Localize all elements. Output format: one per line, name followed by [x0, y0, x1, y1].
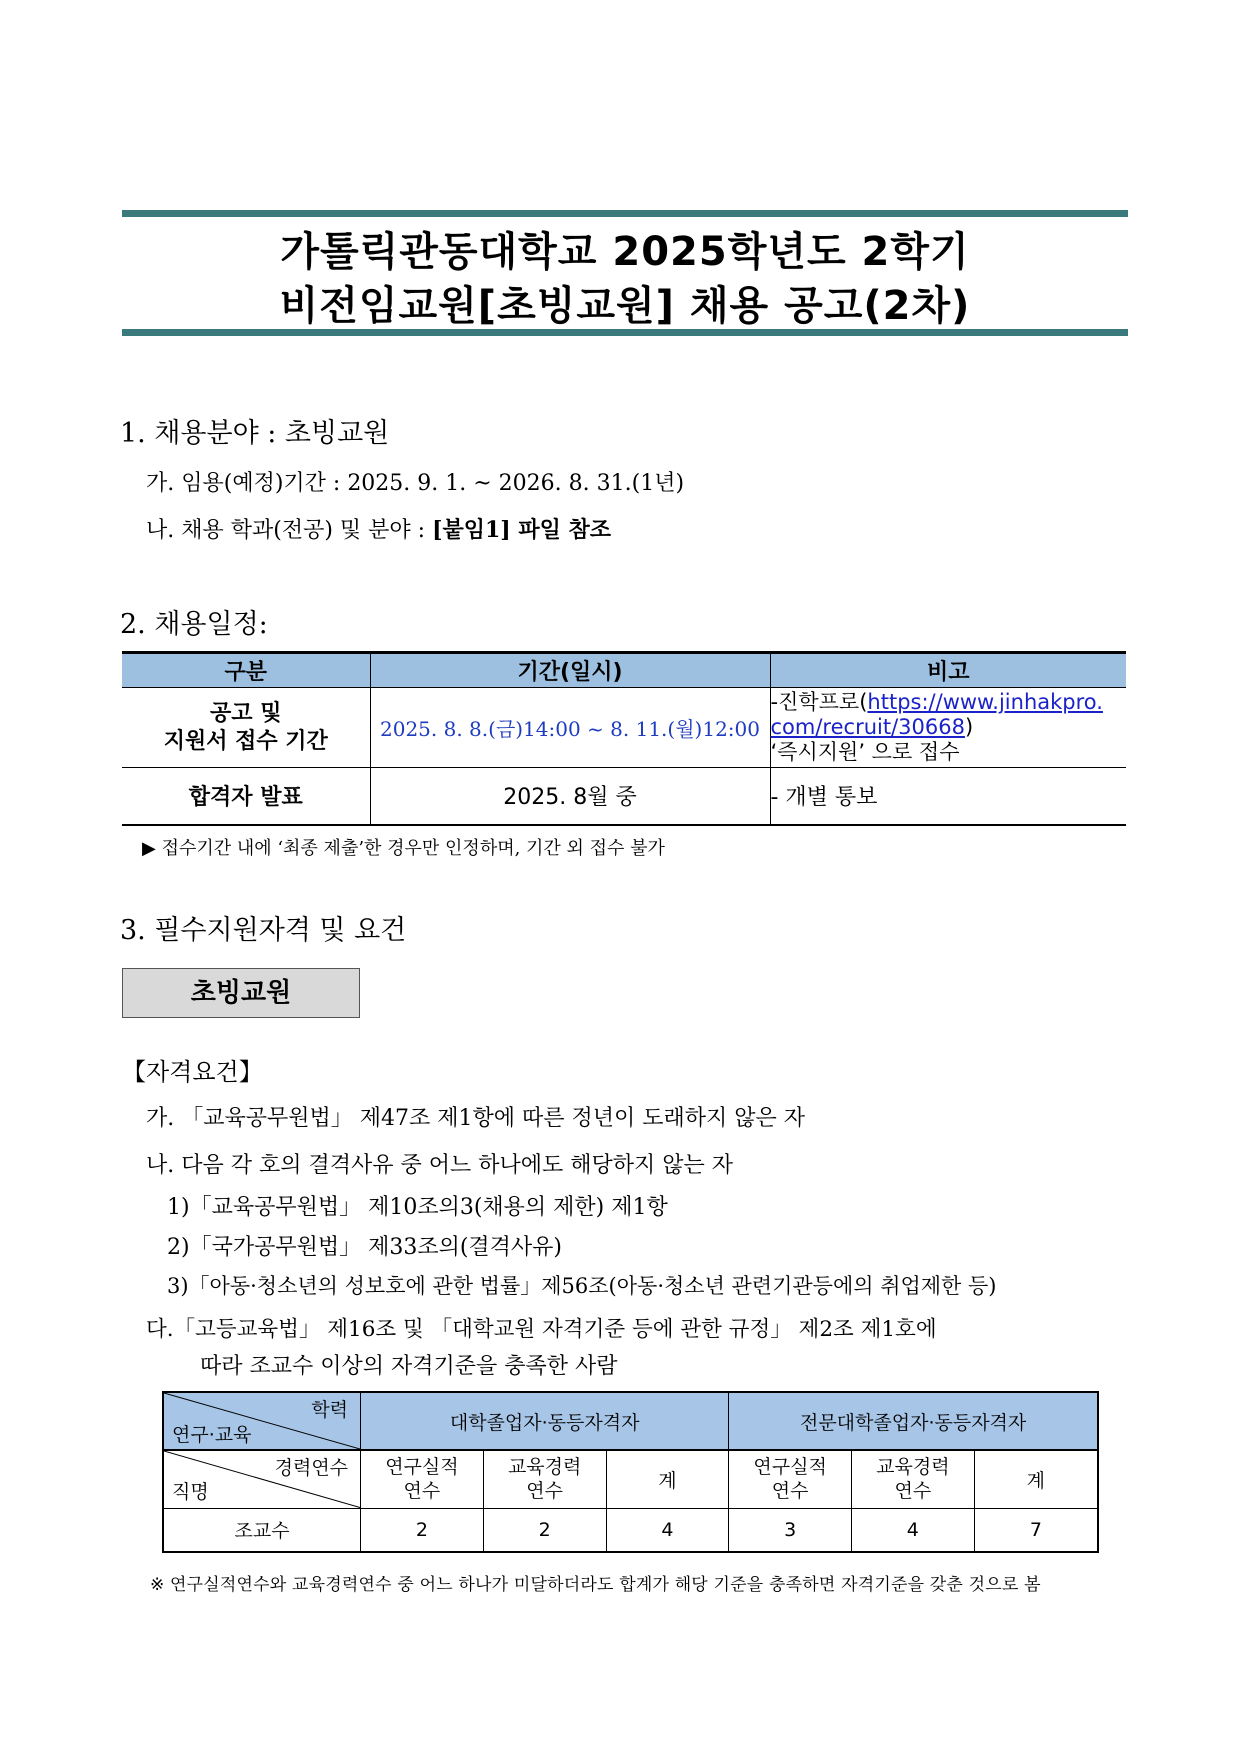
value-cell: 3: [729, 1508, 852, 1552]
sub-header-teaching-1: 교육경력 연수: [483, 1450, 606, 1508]
application-remarks: [770, 688, 1126, 768]
section-2-heading: 2. 채용일정:: [120, 609, 268, 640]
remark-apply-method: ‘즉시지원’ 으로 접수: [770, 740, 960, 764]
group-header-college: 전문대학졸업자·동등자격자: [729, 1392, 1098, 1450]
title-top-rule: [122, 210, 1128, 217]
qualification-item-c-line-1: 다.「고등교육법」 제16조 및 「대학교원 자격기준 등에 관한 규정」 제2조 제1호에: [146, 1317, 937, 1342]
qualification-note: ※ 연구실적연수와 교육경력연수 중 어느 하나가 미달하더라도 합계가 해당 기준을 충족하면 자격기준을 갖춘 것으로 봄: [150, 1575, 1041, 1595]
section-1-item-b-text: 나. 채용 학과(전공) 및 분야 :: [146, 518, 433, 543]
schedule-header-period: 기간(일시): [370, 653, 770, 688]
page-title: [122, 225, 1128, 333]
position-badge: 초빙교원: [122, 968, 360, 1018]
qualification-item-c-line-2: 따라 조교수 이상의 자격기준을 충족한 사람: [200, 1354, 618, 1379]
value-cell: 4: [606, 1508, 729, 1552]
sub-header-teaching-2: 교육경력 연수: [851, 1450, 974, 1508]
schedule-row-application-label: [122, 688, 370, 768]
section-1-item-b: [146, 513, 611, 544]
qual-header-row-2: [163, 1450, 1098, 1508]
label-line-2: 지원서 접수 기간: [163, 728, 328, 754]
value-cell: 7: [974, 1508, 1098, 1552]
section-1-heading: 1. 채용분야 : 초빙교원: [120, 418, 390, 449]
row-label-assistant-professor: 조교수: [163, 1508, 361, 1552]
sub-header-total-2: 계: [974, 1450, 1098, 1508]
remark-prefix: -진학프로(: [770, 690, 868, 714]
sub-header-total-1: 계: [606, 1450, 729, 1508]
qualification-subheading: 【자격요건】: [122, 1058, 263, 1086]
diag-label-position: 직명: [172, 1480, 209, 1503]
diag-label-research-teaching: 연구·교육: [172, 1424, 252, 1446]
value-cell: 2: [361, 1508, 484, 1552]
diagonal-header-education: [163, 1392, 361, 1450]
qual-row-assistant-professor: [163, 1508, 1098, 1552]
title-line-1: 가톨릭관동대학교 2025학년도 2학기: [280, 229, 970, 275]
section-3-heading: 3. 필수지원자격 및 요건: [120, 915, 407, 946]
sub-header-research-2: 연구실적 연수: [729, 1450, 852, 1508]
title-line-2: 비전임교원[초빙교원] 채용 공고(2차): [279, 283, 971, 329]
qualification-item-b1: 1)「교육공무원법」 제10조의3(채용의 제한) 제1항: [167, 1195, 668, 1220]
schedule-row-announcement: [122, 768, 1126, 825]
announcement-remarks: - 개별 통보: [770, 768, 1126, 825]
diag-label-education-level: 학력: [311, 1399, 349, 1421]
schedule-footnote: ▶ 접수기간 내에 ‘최종 제출’한 경우만 인정하며, 기간 외 접수 불가: [142, 838, 665, 859]
qualification-table: [162, 1391, 1099, 1553]
value-cell: 4: [851, 1508, 974, 1552]
qualification-item-b: 나. 다음 각 호의 결격사유 중 어느 하나에도 해당하지 않는 자: [146, 1153, 733, 1178]
sub-header-research-1: 연구실적 연수: [361, 1450, 484, 1508]
schedule-table: [122, 651, 1126, 826]
remark-close-paren: ): [964, 715, 974, 739]
attachment-reference: [붙임1] 파일 참조: [432, 517, 612, 543]
qualification-item-b3: 3)「아동·청소년의 성보호에 관한 법률」제56조(아동·청소년 관련기관등에의 취업제한 등): [167, 1274, 997, 1298]
application-period: 2025. 8. 8.(금)14:00 ~ 8. 11.(월)12:00: [370, 688, 770, 768]
diag-label-career-years: 경력연수: [274, 1457, 349, 1479]
announcement-period: 2025. 8월 중: [370, 768, 770, 825]
qualification-item-b2: 2)「국가공무원법」 제33조의(결격사유): [167, 1235, 563, 1260]
label-line-1: 공고 및: [210, 700, 282, 726]
schedule-row-application: [122, 688, 1126, 768]
group-header-university: 대학졸업자·동등자격자: [361, 1392, 729, 1450]
schedule-header-remarks: 비고: [770, 653, 1126, 688]
jinhakpro-link-continued[interactable]: com/recruit/30668: [770, 715, 965, 739]
schedule-header-category: 구분: [122, 653, 370, 688]
title-bottom-rule: [122, 329, 1128, 336]
schedule-row-announcement-label: 합격자 발표: [122, 768, 370, 825]
diagonal-header-career: [163, 1450, 361, 1508]
section-1-item-a: 가. 임용(예정)기간 : 2025. 9. 1. ~ 2026. 8. 31.(1년): [146, 471, 685, 496]
qualification-item-a: 가. 「교육공무원법」 제47조 제1항에 따른 정년이 도래하지 않은 자: [146, 1106, 805, 1131]
jinhakpro-link[interactable]: https://www.jinhakpro.: [867, 690, 1103, 714]
qual-header-row-1: [163, 1392, 1098, 1450]
value-cell: 2: [483, 1508, 606, 1552]
schedule-header-row: [122, 653, 1126, 688]
